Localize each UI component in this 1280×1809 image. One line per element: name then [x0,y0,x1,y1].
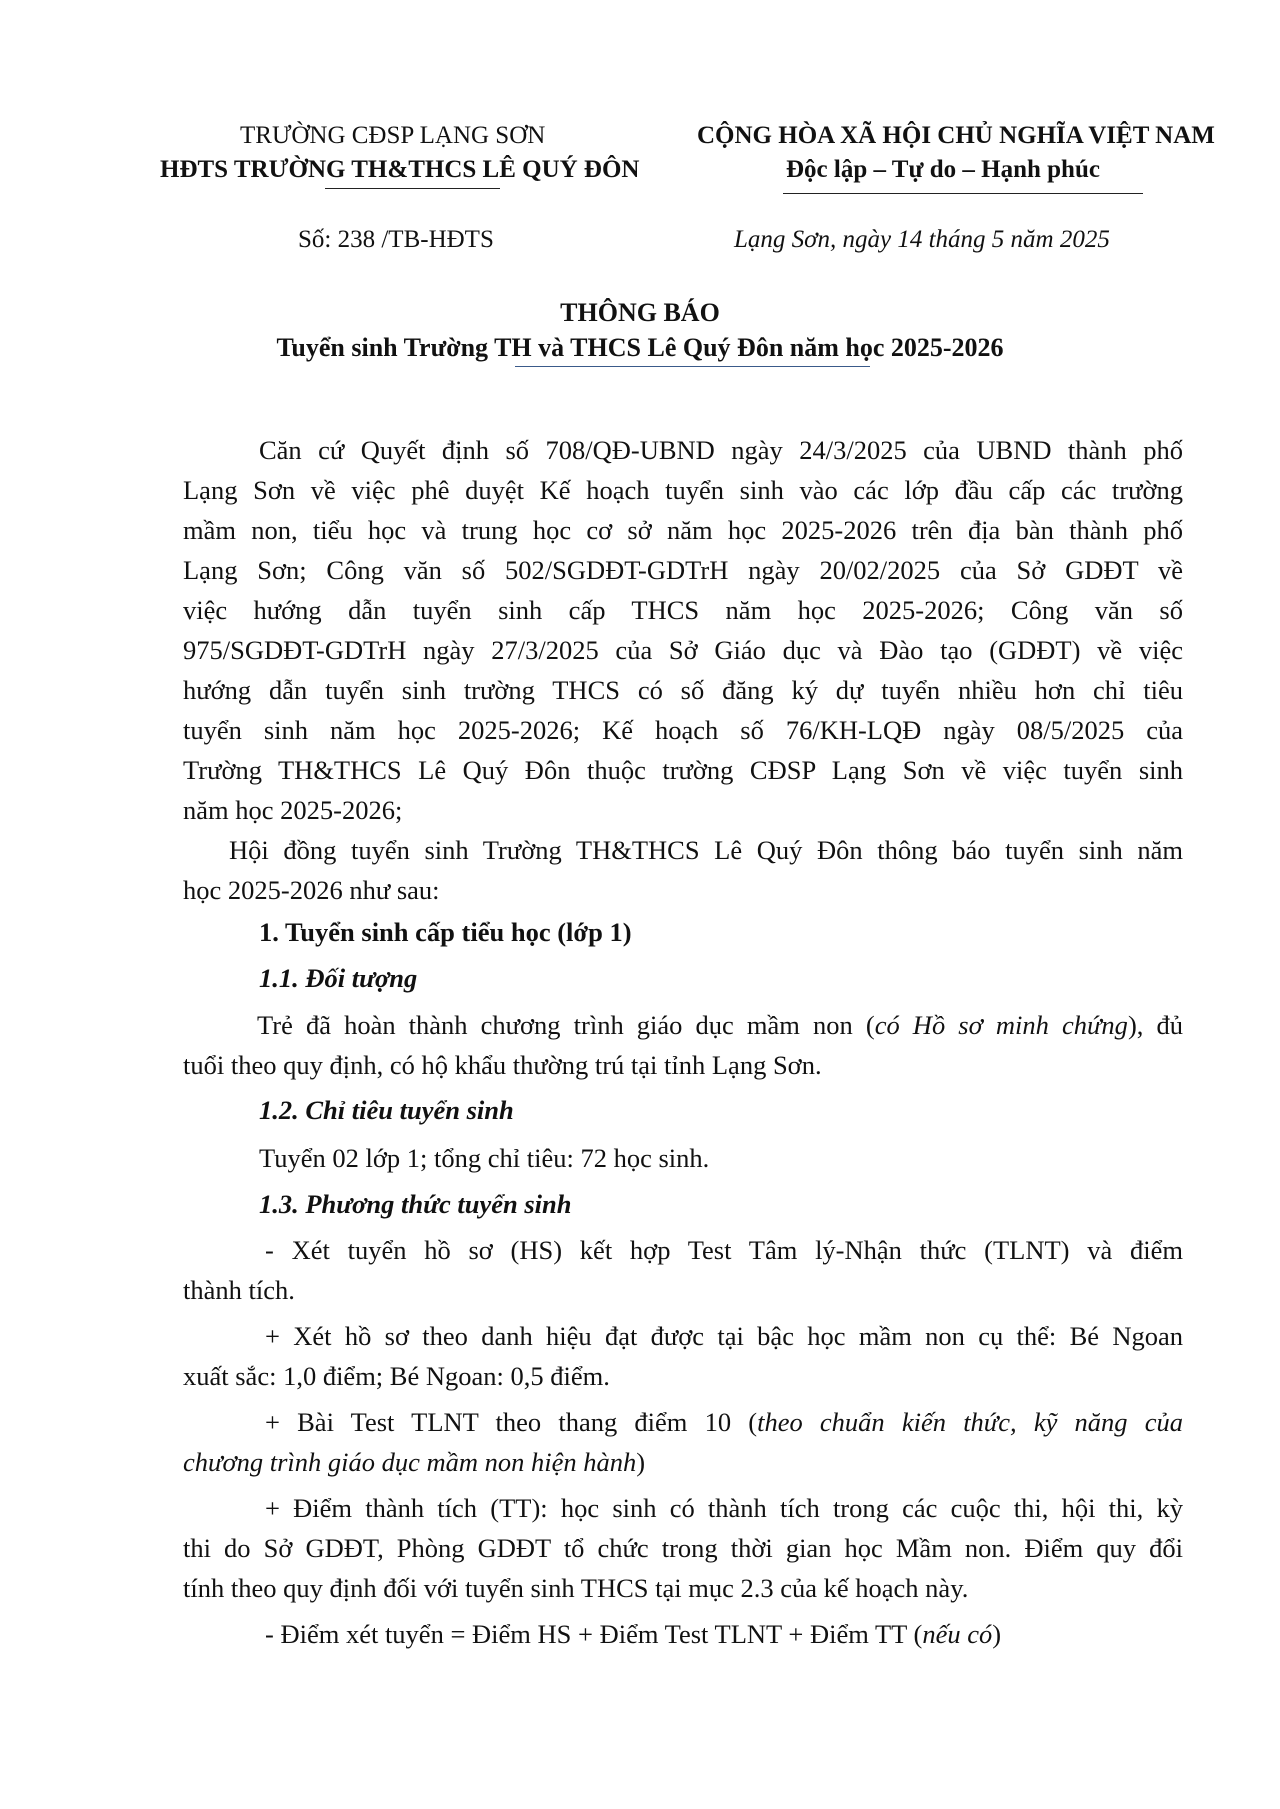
national-title: CỘNG HÒA XÃ HỘI CHỦ NGHĨA VIỆT NAM [697,122,1215,149]
text-run: nếu có [922,1619,993,1649]
section-1-3-heading: 1.3. Phương thức tuyển sinh [259,1189,572,1219]
section-1-3-para-5 [183,1614,1183,1654]
section-1-1-paragraph [183,1005,1183,1085]
intro-line: Lạng Sơn về việc phê duyệt Kế hoạch tuyển sinh vào các lớp đầu cấp các trường [183,475,1183,505]
section-1-1-heading: 1.1. Đối tượng [259,963,418,993]
text-run: chương trình giáo dục mầm non hiện hành [183,1447,637,1477]
intro-line: tuyển sinh năm học 2025-2026; Kế hoạch số 76/KH-LQĐ ngày 08/5/2025 của [183,715,1183,745]
motto-underline [783,193,1143,194]
section-1-1-line: tuổi theo quy định, có hộ khẩu thường trú tại tỉnh Lạng Sơn. [183,1050,822,1080]
council-line: học 2025-2026 như sau: [183,875,440,905]
national-motto: Độc lập – Tự do – Hạnh phúc [786,156,1100,183]
intro-line: 975/SGDĐT-GDTrH ngày 27/3/2025 của Sở Giáo dục và Đào tạo (GDĐT) về việc [183,635,1183,665]
section-1-3-line: - Xét tuyển hồ sơ (HS) kết hợp Test Tâm lý-Nhận thức (TLNT) và điểm [265,1235,1183,1265]
text-run: + Bài Test TLNT theo thang điểm 10 ( [265,1407,758,1437]
text-run: - Điểm xét tuyển = Điểm HS + Điểm Test TLNT + Điểm TT ( [265,1619,923,1649]
intro-line: mầm non, tiểu học và trung học cơ sở năm học 2025-2026 trên địa bàn thành phố [183,515,1183,545]
intro-line: Lạng Sơn; Công văn số 502/SGDĐT-GDTrH ngày 20/02/2025 của Sở GDĐT về [183,555,1183,585]
text-run: Trẻ đã hoàn thành chương trình giáo dục mầm non ( [257,1010,875,1040]
section-1-heading: 1. Tuyển sinh cấp tiểu học (lớp 1) [259,917,632,947]
council-name-underline [325,188,500,189]
text-run: theo chuẩn kiến thức, kỹ năng của [757,1407,1184,1437]
council-line: Hội đồng tuyển sinh Trường TH&THCS Lê Quý Đôn thông báo tuyển sinh năm [229,835,1183,865]
document-subtitle: Tuyển sinh Trường TH và THCS Lê Quý Đôn năm học 2025-2026 [276,333,1004,362]
subtitle-underline [515,366,870,367]
intro-line: việc hướng dẫn tuyển sinh cấp THCS năm học 2025-2026; Công văn số [183,595,1183,625]
intro-line: năm học 2025-2026; [183,795,403,825]
intro-paragraph [183,430,1183,830]
council-name: HĐTS TRƯỜNG TH&THCS LÊ QUÝ ĐÔN [160,156,640,183]
document-title: THÔNG BÁO [560,298,720,327]
text-run: ) [992,1619,1002,1649]
text-run: có Hồ sơ minh chứng [874,1010,1128,1040]
section-1-3-line: tính theo quy định đối với tuyển sinh THCS tại mục 2.3 của kế hoạch này. [183,1573,969,1603]
place-date: Lạng Sơn, ngày 14 tháng 5 năm 2025 [734,226,1110,253]
section-1-3-line: thi do Sở GDĐT, Phòng GDĐT tổ chức trong thời gian học Mầm non. Điểm quy đổi [183,1533,1183,1563]
intro-line: hướng dẫn tuyển sinh trường THCS có số đăng ký dự tuyển nhiều hơn chỉ tiêu [183,675,1183,705]
section-1-3-para-1 [183,1230,1183,1310]
section-1-2-text: Tuyển 02 lớp 1; tổng chỉ tiêu: 72 học sinh. [259,1143,710,1173]
section-1-3-line [183,1614,1183,1654]
section-1-3-line: + Điểm thành tích (TT): học sinh có thành tích trong các cuộc thi, hội thi, kỳ [265,1493,1183,1523]
intro-line: Căn cứ Quyết định số 708/QĐ-UBND ngày 24/3/2025 của UBND thành phố [259,435,1183,465]
section-1-3-line [183,1402,1183,1442]
document-number: Số: 238 /TB-HĐTS [298,226,494,253]
section-1-1-line [183,1005,1183,1045]
section-1-3-line: + Xét hồ sơ theo danh hiệu đạt được tại bậc học mầm non cụ thể: Bé Ngoan [265,1321,1183,1351]
intro-line: Trường TH&THCS Lê Quý Đôn thuộc trường CĐSP Lạng Sơn về việc tuyển sinh [183,755,1183,785]
section-1-3-para-3 [183,1402,1183,1482]
text-run: ), đủ [1127,1010,1183,1040]
school-name: TRƯỜNG CĐSP LẠNG SƠN [240,122,546,149]
section-1-3-line: xuất sắc: 1,0 điểm; Bé Ngoan: 0,5 điểm. [183,1361,610,1391]
section-1-3-line: thành tích. [183,1275,295,1305]
section-1-3-para-4 [183,1488,1183,1608]
text-run: ) [636,1447,646,1477]
section-1-3-para-2 [183,1316,1183,1396]
council-paragraph [183,830,1183,910]
section-1-3-line [183,1442,1183,1482]
section-1-2-heading: 1.2. Chỉ tiêu tuyển sinh [259,1095,514,1125]
